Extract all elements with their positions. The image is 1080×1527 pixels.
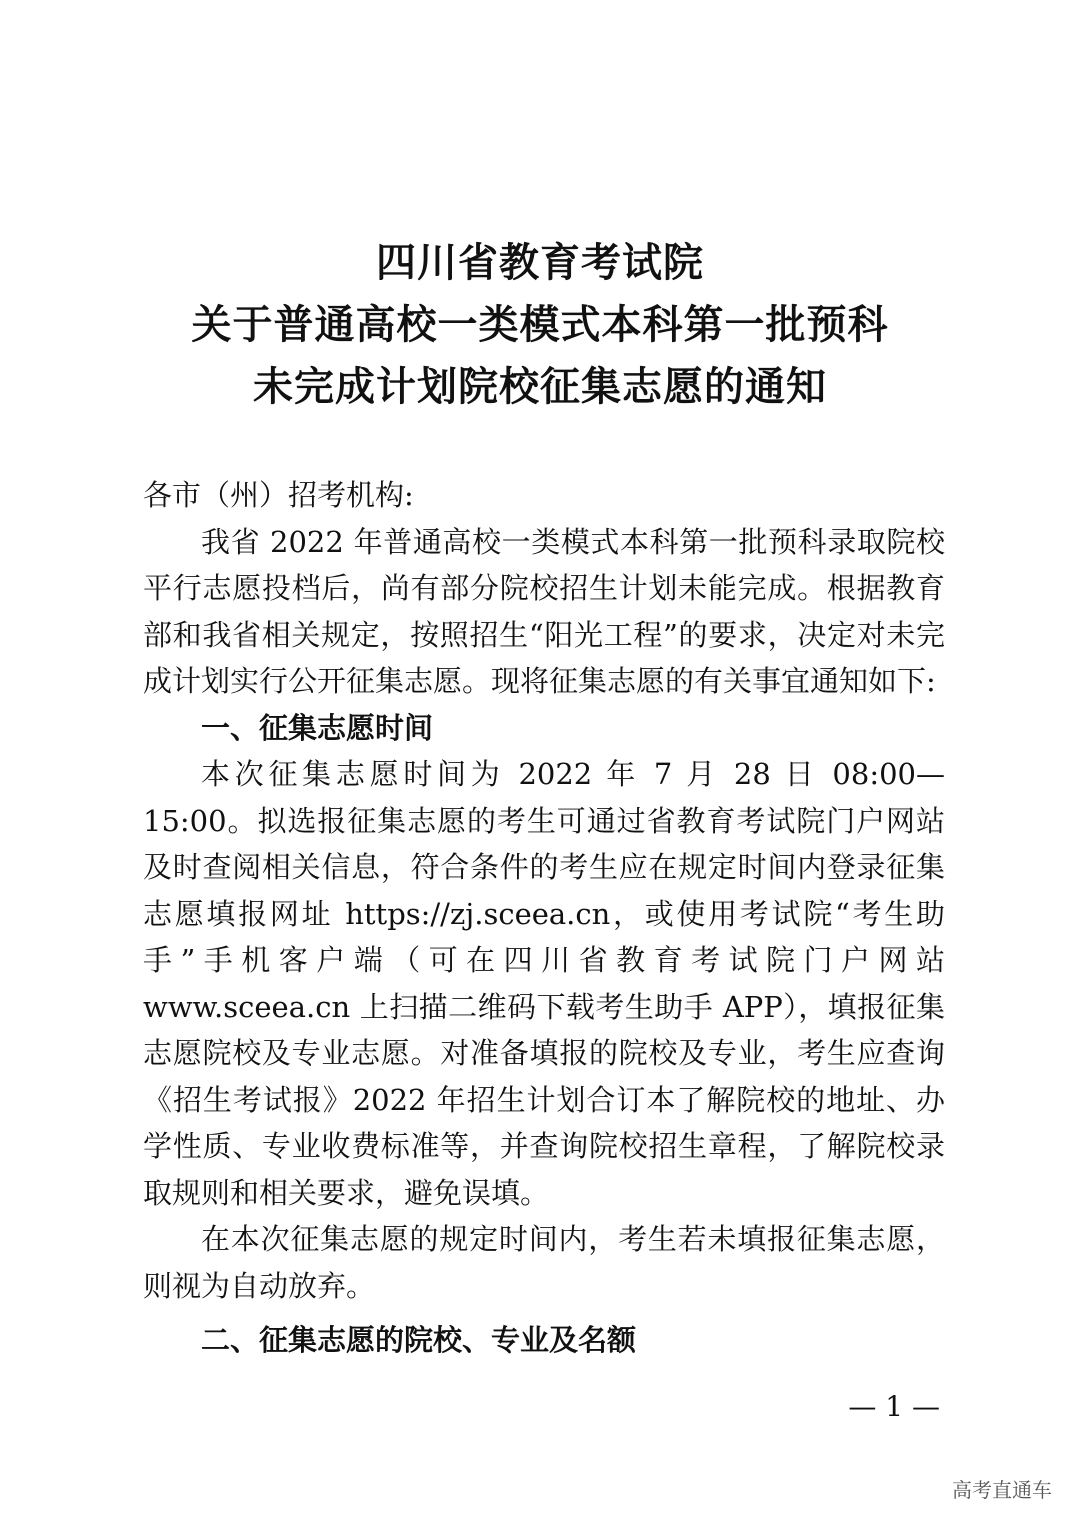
title-line-3: 未完成计划院校征集志愿的通知 xyxy=(253,364,827,410)
section-1-paragraph-2: 在本次征集志愿的规定时间内，考生若未填报征集志愿，则视为自动放弃。 xyxy=(143,1222,945,1303)
section-2-heading: 二、征集志愿的院校、专业及名额 xyxy=(201,1323,637,1357)
intro-paragraph: 我省 2022 年普通高校一类模式本科第一批预科录取院校平行志愿投档后，尚有部分院校招生计划未能完成。根据教育部和我省相关规定，按照招生“阳光工程”的要求，决定对未完成计划实行公开征集志愿。现将征集志愿的有关事宜通知如下: xyxy=(143,524,945,698)
section-1-heading: 一、征集志愿时间 xyxy=(201,710,434,745)
page-number: — 1 — xyxy=(848,1390,940,1423)
title-line-1: 四川省教育考试院 xyxy=(376,240,704,286)
document-title xyxy=(0,232,1080,418)
section-1-paragraph-1: 本次征集志愿时间为 2022 年 7 月 28 日 08:00—15:00。拟选报征集志愿的考生可通过省教育考试院门户网站及时查阅相关信息，符合条件的考生应在规定时间内登录征集志愿填报网址 https://zj.sceea.cn，或使用考试院“考生助手”手机客户端（可在四川省教育考试院门户网站 www.sceea.cn 上扫描二维码下载考生助手 APP），填报征集志愿院校及专业志愿。对准备填报的院校及专业，考生应查询《招生考试报》2022 年招生计划合订本了解院校的地址、办学性质、专业收费标准等，并查询院校招生章程，了解院校录取规则和相关要求，避免误填。 xyxy=(143,757,945,1210)
salutation: 各市（州）招考机构: xyxy=(143,478,414,512)
document-body xyxy=(143,472,945,1364)
title-line-2: 关于普通高校一类模式本科第一批预科 xyxy=(191,302,889,348)
watermark: 高考直通车 xyxy=(952,1478,1052,1502)
